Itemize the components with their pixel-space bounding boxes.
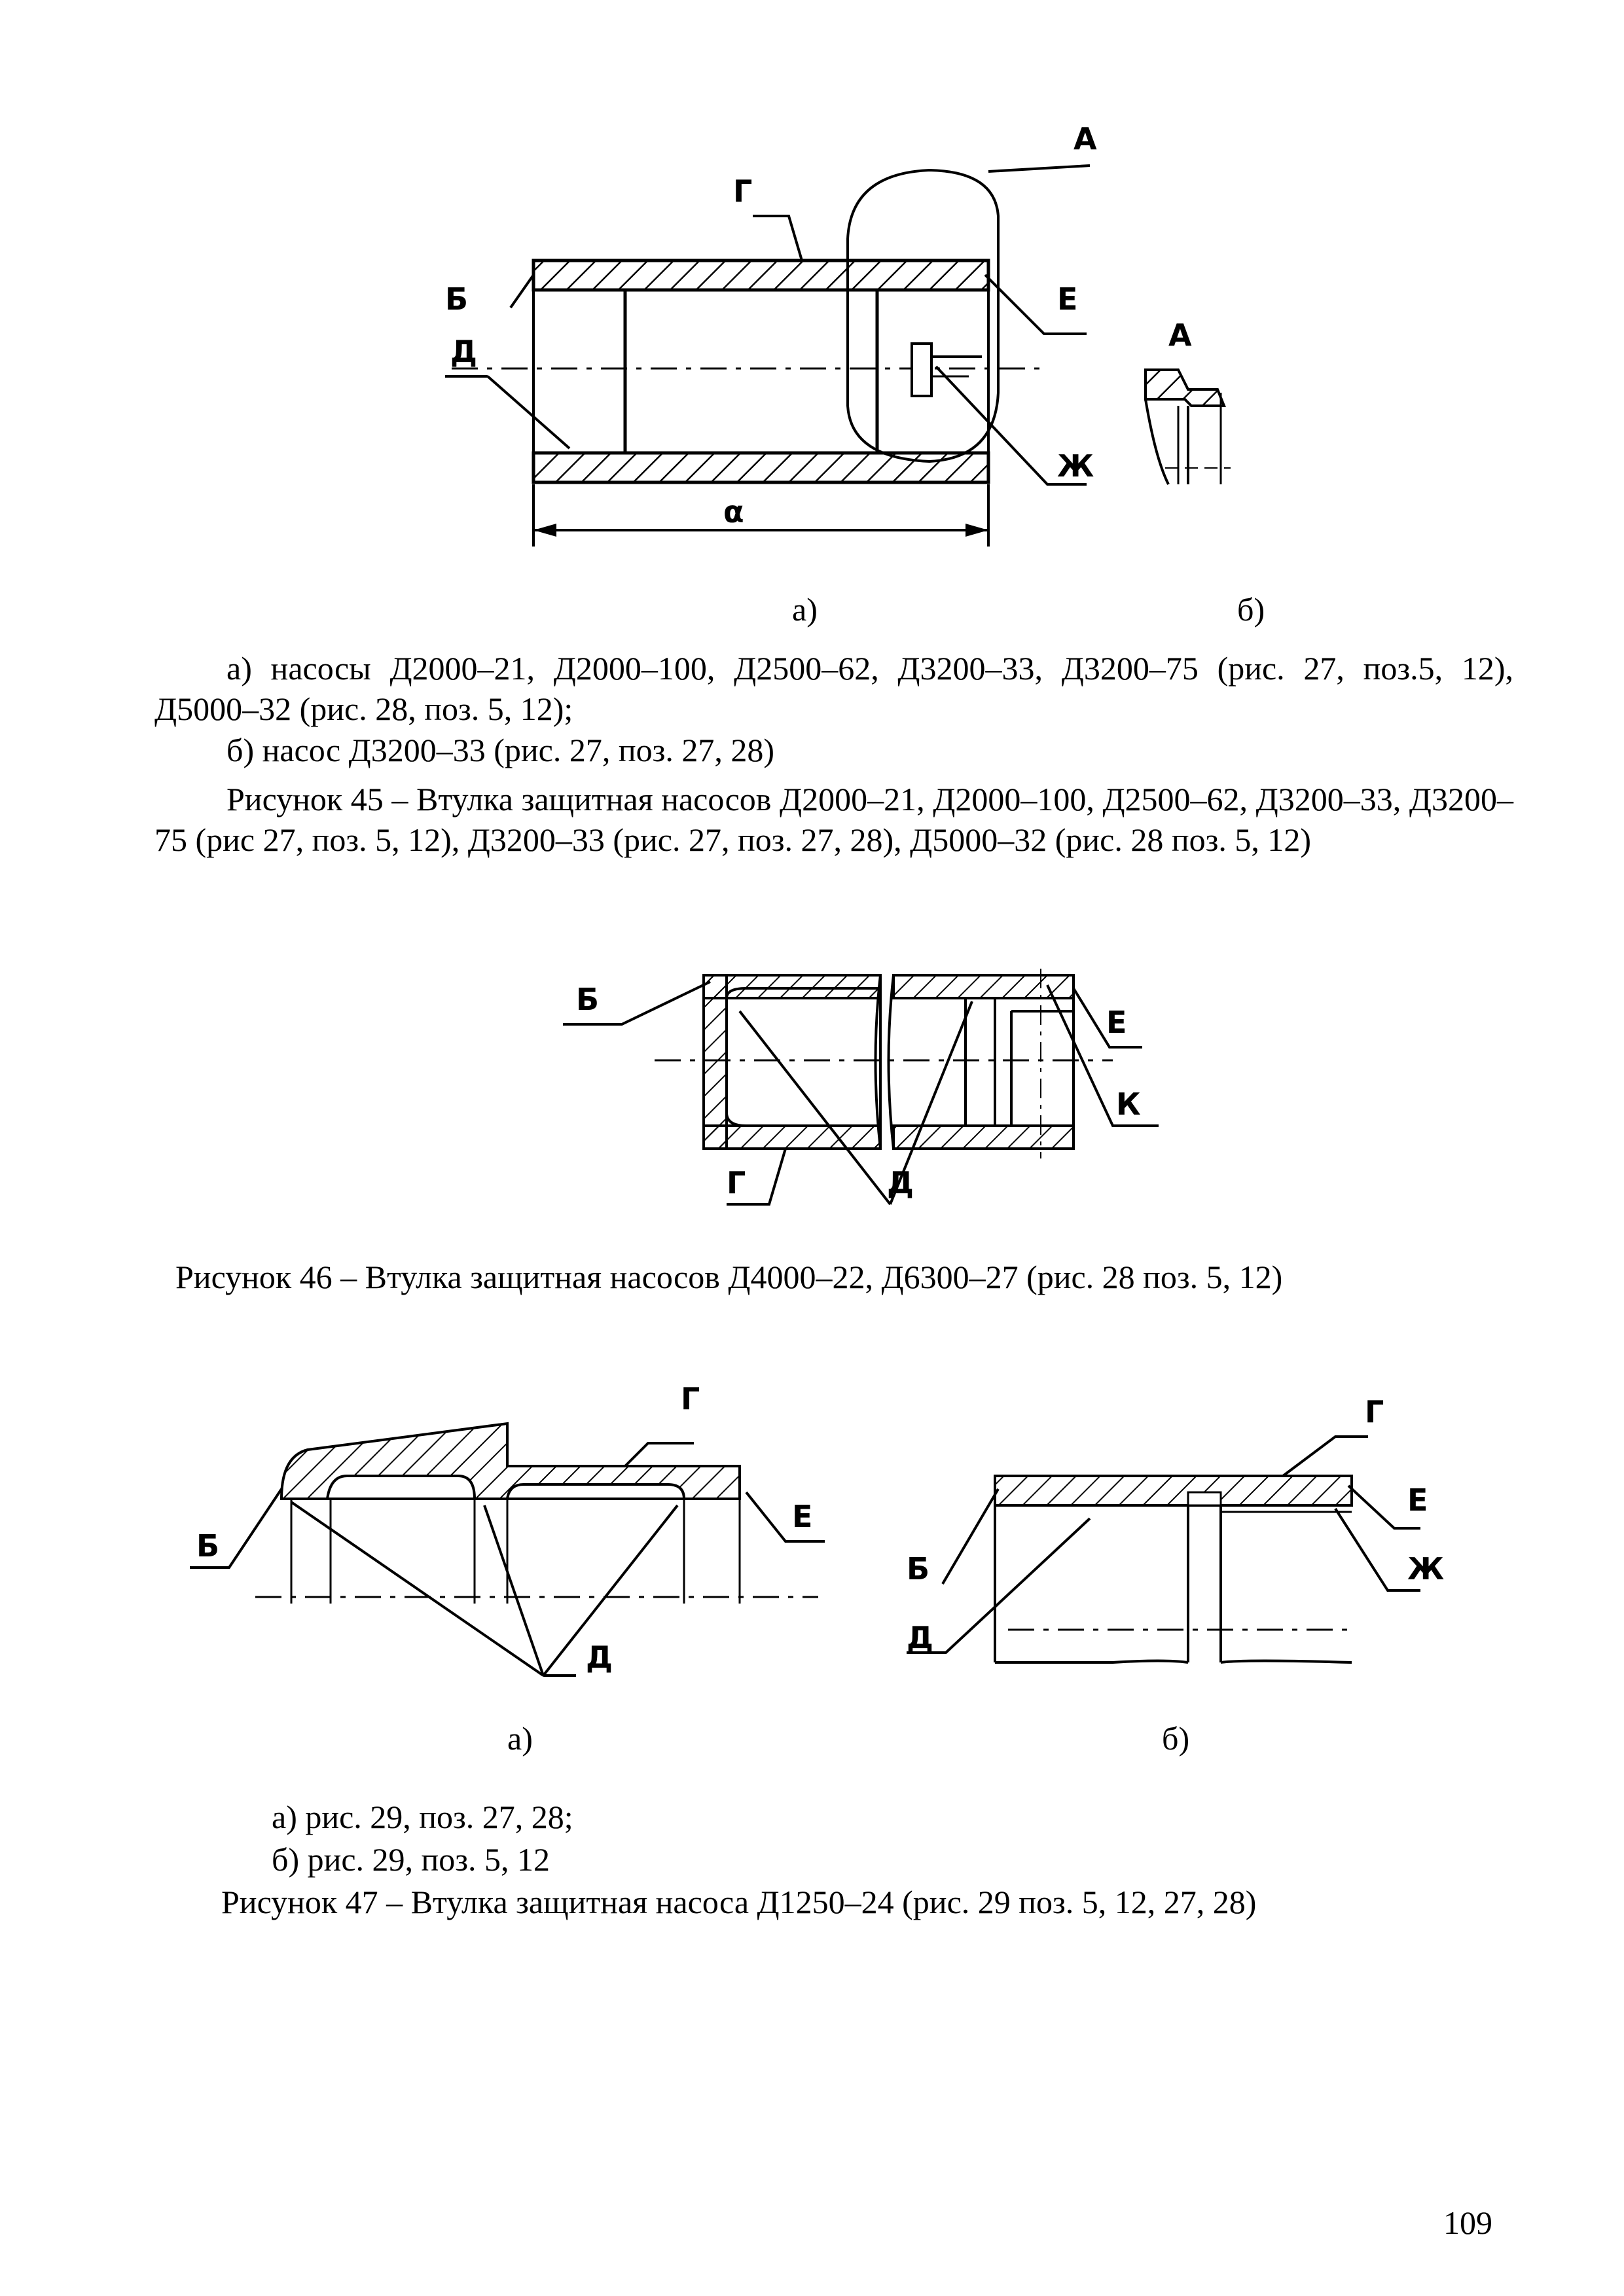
fig47a-label-g: Г: [681, 1381, 700, 1416]
fig45-caption: Рисунок 45 – Втулка защитная насосов Д2000–21, Д2000–100, Д2500–62, Д3200–33, Д3200–75 (рис 27, поз. 5, 12), Д3200–33 (рис. 27, поз. 27, 28), Д5000–32 (рис. 28 поз. 5, 12): [154, 781, 1513, 858]
fig46-label-e: Е: [1106, 1005, 1127, 1040]
fig47b-label-d: Д: [907, 1620, 933, 1655]
fig45-subcaption-b: б): [1237, 591, 1265, 628]
fig47-caption: Рисунок 47 – Втулка защитная насоса Д1250–24 (рис. 29 поз. 5, 12, 27, 28): [221, 1884, 1257, 1920]
fig45-detail-label-a: А: [1168, 317, 1192, 353]
fig46-label-d: Д: [887, 1165, 914, 1200]
fig45-label-g: Г: [733, 173, 753, 209]
fig45-label-d: Д: [450, 334, 477, 369]
fig45-legend-a: а) насосы Д2000–21, Д2000–100, Д2500–62, Д3200–33, Д3200–75 (рис. 27, поз.5, 12), Д5000–32 (рис. 28, поз. 5, 12);: [154, 650, 1513, 727]
fig45-subcaption-a: а): [792, 591, 818, 628]
page-number: 109: [1443, 2204, 1492, 2241]
fig47a-label-e: Е: [792, 1499, 813, 1534]
fig45-label-alpha: α: [723, 494, 744, 529]
fig45-label-b: Б: [445, 281, 469, 317]
fig45-label-a: А: [1074, 121, 1097, 156]
fig47-legend-a: а) рис. 29, поз. 27, 28;: [272, 1799, 573, 1835]
fig47b-label-zh: Ж: [1407, 1551, 1445, 1587]
fig47a-label-d: Д: [586, 1640, 613, 1675]
fig46-caption: Рисунок 46 – Втулка защитная насосов Д4000–22, Д6300–27 (рис. 28 поз. 5, 12): [175, 1259, 1283, 1295]
fig47-subcaption-a: а): [507, 1720, 533, 1757]
fig47-subcaption-b: б): [1162, 1720, 1190, 1757]
fig46-label-k: К: [1116, 1086, 1141, 1122]
fig47a-label-b: Б: [196, 1528, 220, 1564]
fig45-label-zh: Ж: [1057, 448, 1094, 484]
fig45-legend-b: б) насос Д3200–33 (рис. 27, поз. 27, 28): [226, 732, 775, 768]
fig47-legend-b: б) рис. 29, поз. 5, 12: [272, 1841, 550, 1878]
fig47b-label-e: Е: [1407, 1482, 1428, 1518]
fig47b-label-b: Б: [907, 1551, 930, 1587]
fig46-label-b: Б: [576, 982, 600, 1017]
fig46-label-g: Г: [727, 1165, 746, 1200]
fig47b-label-g: Г: [1365, 1394, 1384, 1429]
fig45-label-e: Е: [1057, 281, 1078, 317]
